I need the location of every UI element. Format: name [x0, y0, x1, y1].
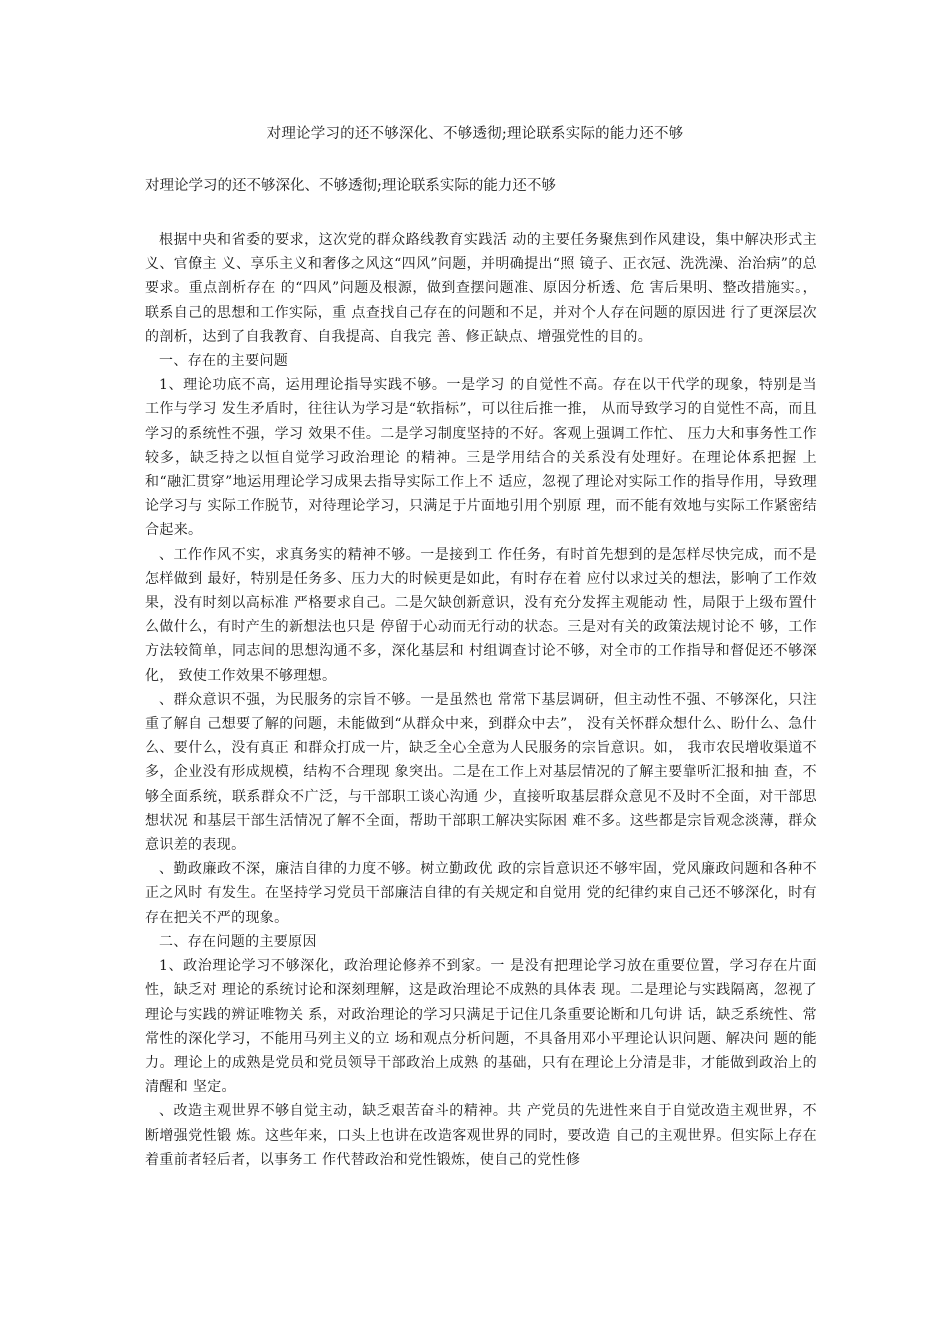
paragraph-theory-cause: 1、政治理论学习不够深化，政治理论修养不到家。一 是没有把理论学习放在重要位置，学习存在片面性，缺乏对 理论的系统讨论和深刻理解，这是政治理论不成熟的具体表 现。二是理论与实践隔离，忽视了理论与实践的辨证唯物关 系，对政治理论的学习只满足于记住几条重要论断和几句讲 话，缺乏系统性、常常性的深化学习，不能用马列主义的立 场和观点分析问题，不具备用邓小平理论认识问题、解决问 题的能力。理论上的成熟是党员和党员领导干部政治上成熟 的基础，只有在理论上分清是非，才能做到政治上的清醒和 坚定。 — [145, 958, 817, 1096]
section-heading-causes: 二、存在问题的主要原因 — [159, 933, 317, 950]
paragraph-work-style-problem: 、工作作风不实，求真务实的精神不够。一是接到工 作任务，有时首先想到的是怎样尽快完成，而不是怎样做到 最好，特别是任务多、压力大的时候更是如此，有时存在着 应付以求过关的想法，影响了工作效果，没有时刻以高标准 严格要求自己。二是欠缺创新意识，没有充分发挥主观能动 性，局限于上级布置什么做什么，有时产生的新想法也只是 停留于心动而无行动的状态。三是对有关的政策法规讨论不 够，工作方法较简单，同志间的思想沟通不多，深化基层和 村组调查讨论不够，对全市的工作指导和督促还不够深化， 致使工作效果不够理想。 — [145, 546, 817, 684]
intro-paragraph: 根据中央和省委的要求，这次党的群众路线教育实践活 动的主要任务聚焦到作风建设，集中解决形式主义、官僚主 义、享乐主义和奢侈之风这“四风”问题，并明确提出“照 镜子、正衣冠、洗洗澡、治治病”的总要求。重点剖析存在 的“四风”问题及根源，做到查摆问题准、原因分析透、危 害后果明、整改措施实。，联系自己的思想和工作实际，重 点查找自己存在的问题和不足，并对个人存在问题的原因进 行了更深层次的剖析，达到了自我教育、自我提高、自我完 善、修正缺点、增强党性的目的。 — [145, 232, 817, 345]
document-title: 对理论学习的还不够深化、不够透彻;理论联系实际的能力还不够 — [266, 126, 684, 142]
paragraph-integrity-problem: 、勤政廉政不深，廉洁自律的力度不够。树立勤政优 政的宗旨意识还不够牢固，党风廉政问题和各种不正之风时 有发生。在坚持学习党员干部廉洁自律的有关规定和自觉用 党的纪律约束自己还不够深化，时有存在把关不严的现象。 — [145, 861, 817, 926]
paragraph-worldview-cause: 、改造主观世界不够自觉主动，缺乏艰苦奋斗的精神。共 产党员的先进性来自于自觉改造主观世界，不断增强党性锻 炼。这些年来，口头上也讲在改造客观世界的同时，要改造 自己的主观世界。但实际上存在着重前者轻后者，以事务工 作代替政治和党性锻炼，使自己的党性修 — [145, 1103, 817, 1168]
section-heading-problems: 一、存在的主要问题 — [159, 353, 289, 370]
document-body — [145, 228, 817, 1172]
document-subtitle: 对理论学习的还不够深化、不够透彻;理论联系实际的能力还不够 — [145, 178, 556, 194]
paragraph-mass-awareness-problem: 、群众意识不强，为民服务的宗旨不够。一是虽然也 常常下基层调研，但主动性不强、不够深化，只注重了解自 己想要了解的问题，未能做到“从群众中来，到群众中去”， 没有关怀群众想什么、盼什么、急什么、要什么，没有真正 和群众打成一片，缺乏全心全意为人民服务的宗旨意识。如， 我市农民增收渠道不多，企业没有形成规模，结构不合理现 象突出。二是在工作上对基层情况的了解主要靠听汇报和抽 查，不够全面系统，联系群众不广泛，与干部职工谈心沟通 少，直接听取基层群众意见不及时不全面，对干部思想状况 和基层干部生活情况了解不全面，帮助干部职工解决实际困 难不多。这些都是宗旨观念淡薄，群众意识差的表现。 — [145, 691, 817, 854]
paragraph-theory-problem: 1、理论功底不高，运用理论指导实践不够。一是学习 的自觉性不高。存在以干代学的现象，特别是当工作与学习 发生矛盾时，往往认为学习是“软指标”，可以往后推一推， 从而导致学习的自觉性不高，而且学习的系统性不强，学习 效果不佳。二是学习制度坚持的不好。客观上强调工作忙、 压力大和事务性工作较多，缺乏持之以恒自觉学习政治理论 的精神。三是学用结合的关系没有处理好。在理论体系把握 上和“融汇贯穿”地运用理论学习成果去指导实际工作上不 适应，忽视了理论对实际工作的指导作用，导致理论学习与 实际工作脱节，对待理论学习，只满足于片面地引用个别原 理，而不能有效地与实际工作紧密结合起来。 — [145, 377, 817, 539]
